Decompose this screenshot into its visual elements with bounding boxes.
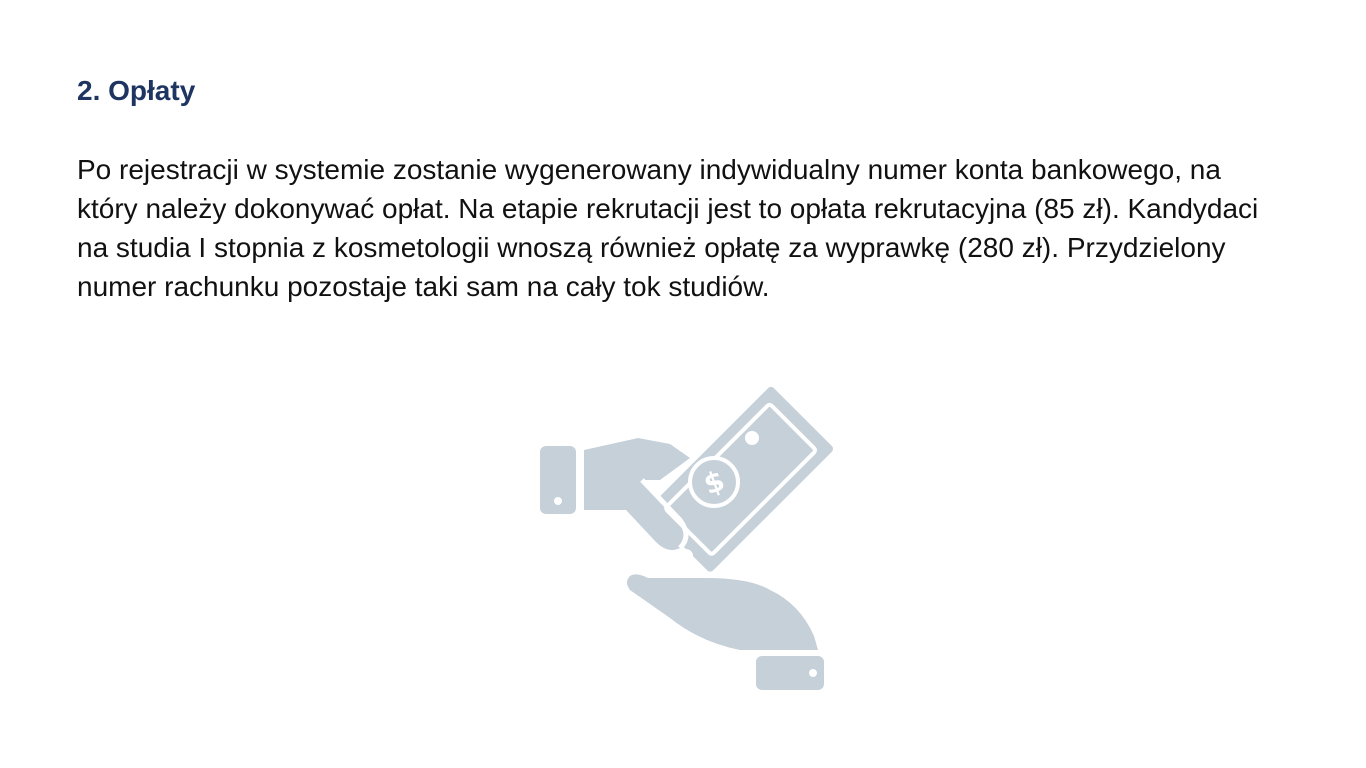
section-heading: 2. Opłaty — [77, 75, 196, 106]
svg-text:$: $ — [699, 463, 729, 502]
hand-giving-money-icon — [530, 380, 840, 700]
lower-hand-palm — [627, 574, 818, 650]
section-paragraph: Po rejestracji w systemie zostanie wygenerowany indywidualny numer konta bankowego, na który należy dokonywać opłat. Na etapie rekrutacji jest to opłata rekrutacyjna (85 zł). Kandydaci na studia I stopnia z kosmetologii wnoszą również opłatę za wyprawkę (280 zł). Przydzielony numer rachunku pozostaje taki sam na cały tok studiów. — [77, 154, 1259, 302]
